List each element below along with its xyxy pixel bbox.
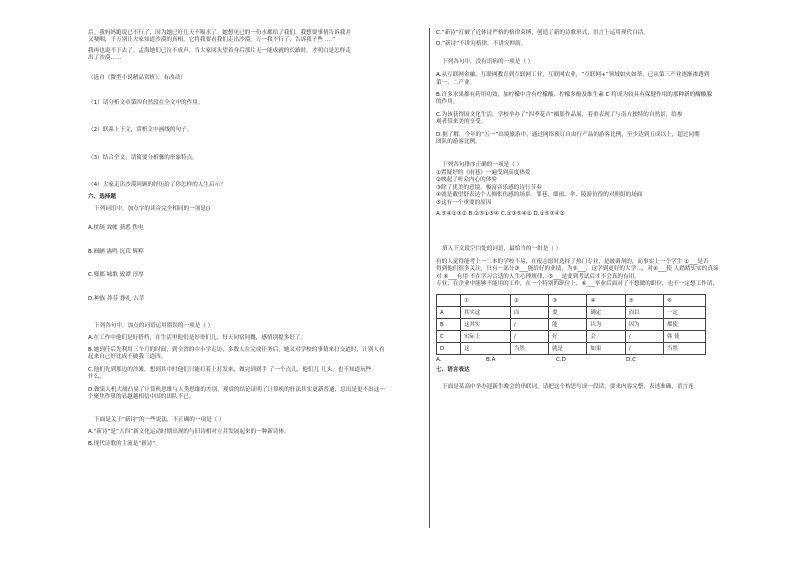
mc-option-b-cont: 的作用。 (436, 99, 459, 106)
right-column (436, 30, 772, 392)
table-cell: 会 (587, 331, 625, 343)
mc-option-a: A.在工作中他们是好搭档，在生活里他们是好哥们儿，每天同宿同餐，感情别提多好了。 (88, 334, 307, 341)
passage-line: 后。我妈妈跑说已不行了，因为她已好几天不喝水了。她想见已的一份水都给了我们，我想要事情告诉我并 (88, 30, 351, 36)
mc-question: 下面是关于“新诗”的一些说法，不正确的一项是（ ） (94, 417, 225, 424)
mc-option-b: B.她到任后先利用三个月的时间，到全省的中小学走访，多数人在完成任务后，她又对学校的事情来打交道时，让别人看 (88, 346, 385, 353)
options-table (436, 294, 706, 355)
passage-line: 有的人觉得能考上一二本的学校不易，在报志愿时选择了热门专业，是被调剂的，而事实上一个学生 ①___是否 (436, 258, 709, 265)
mc-question: 下列各句排序正确的一项是（ ） (442, 162, 523, 169)
sentence-item-4: ④就是戴望舒表达个人惆怅伤感的场景：罪巷、细雨、伞、陵游彷徨的对照组的场面 (436, 192, 643, 199)
sentence-item-5: ⑤这有一个重要的原因 (436, 199, 492, 206)
answer-choices (436, 357, 772, 364)
passage-line: 又哽咽，千万别让大家知道沙漠的真相，它将我要看我们走出沙漠。万一我不行了，告诉我子些 ….” (88, 37, 335, 44)
answer-choice: C.D (556, 357, 566, 364)
passage-line: 出了沙漠…… (88, 55, 122, 62)
table-cell: 就是 (549, 343, 587, 355)
table-cell: / (625, 343, 663, 355)
source-note: （选自《微型小说精品赏析》，有改动） (88, 74, 186, 81)
answer-choice: B.A (486, 357, 496, 364)
mc-question: 填入下文段空白处的词语，最恰当的一组是（ ） (442, 246, 562, 253)
table-cell: / (510, 331, 548, 343)
sentence-item-2: ②映起了听众内心的体验 (436, 177, 497, 184)
table-cell: 都使 (664, 319, 706, 331)
mc-option-c: C.为该获得国文化生活，学校举办了“四季花卉”摄影作品展，着重表现了与南方独特的自然景，给参 (436, 111, 683, 118)
table-cell: 能 (549, 319, 587, 331)
mc-option-d: D.种族 莽芬 挣扎 吉莘 (88, 295, 145, 302)
sentence-item-3: ③除了优美的意境，极富音乐感的诗行节奏 (436, 184, 542, 191)
mc-option-d: D.做果人机大战凸显了计算机思维与人类思维的差别，观赏的结论证明了计算机的驻法其实更新普通，总出是更不出这一 (88, 386, 385, 393)
table-cell: ⑤ (625, 295, 663, 307)
mc-option-c: C.他们先到那边的沙滩，想到其中时他们只能打着上打发来，做完到到手 了一个点儿，他们几 儿头，也不知道玩些 (88, 366, 372, 373)
table-cell: ③ (549, 295, 587, 307)
table-cell: / (510, 319, 548, 331)
mc-question: 下列词语中，加点字的读音完全相同的一项是() (94, 206, 211, 213)
mc-option-c: C.“新诗”打破了近体诗严格的格律束缚，创造了新的诗歌形式，语言上运用现代白话。 (436, 30, 649, 36)
question-2: （2）联系上下文，赏析文中画线的句子。 (88, 127, 193, 134)
table-row (437, 307, 706, 319)
mc-option-b: B.囿陋 蛊鸣 沉茸 辉粹 (88, 248, 144, 255)
table-cell: 认为 (587, 319, 625, 331)
table-row (437, 319, 706, 331)
passage-line: 专业，在企业中能够不能用的工作，在一个特别的职位上，⑥___毕业后面对了不想做的职位，也不一定想工作请， (436, 280, 718, 287)
table-cell: 实际上 (461, 331, 511, 343)
table-cell: B (437, 319, 461, 331)
table-cell: A (437, 307, 461, 319)
sentence-item-1: ①置疑好的《雨巷》一遍受到高度热爱 (436, 169, 531, 176)
table-cell: 这其实 (461, 319, 511, 331)
question-1: （1）请分析文章第四自然段在全文中的作用。 (88, 100, 204, 107)
table-cell (437, 295, 461, 307)
mc-option-d-cont: 个聚焦作算的显越越相信中国的团队不已。 (88, 393, 195, 400)
table-cell: C (437, 331, 461, 343)
table-cell: 如果 (587, 343, 625, 355)
table-cell: 一定 (664, 307, 706, 319)
table-cell: 韩 使 (664, 331, 706, 343)
mc-option-d: D.据了解，今年的“五一”出境旅游中，通过网络预订自由行产品的游客比例，至少达到五成以上，超过同期 (436, 131, 700, 138)
mc-option-a: A.“新诗”是“五四”新文化运动时期出现的与旧诗相对立并发展起来的一种新诗体。 (88, 428, 290, 435)
table-cell: 当然 (664, 343, 706, 355)
language-prompt: 下面是某高中举办迎新生晚会的串联词，请把这个构思写成一段话，要求内容完整，表述准确，语言连 (442, 384, 694, 391)
table-cell: ② (510, 295, 548, 307)
table-cell: 要 (549, 307, 587, 319)
table-cell: 好 (549, 331, 587, 343)
table-cell: 确定 (587, 307, 625, 319)
mc-question: 下列各句中，没有语病的一项是（ ） (442, 58, 534, 65)
table-cell: 当然 (510, 343, 548, 355)
answer-choice: A. (436, 357, 442, 364)
table-cell: ④ (587, 295, 625, 307)
passage-line: 得到他们很多关注，只有一部分③___能给好的业绩，为⑤___，这学到更好的大学…，对④___使 人踏踏实实的真谛 (436, 266, 719, 273)
mc-option-c-cont: 什么。 (88, 374, 105, 381)
question-3: （3）结合全文，请简要分析馨的形象特点。 (88, 154, 198, 161)
mc-option-b: B.现代诗歌的主流是“新诗”。 (88, 441, 161, 448)
mc-option-d-cont: 团队的游客比例。 (436, 139, 481, 146)
table-cell: ① (461, 295, 511, 307)
mc-option-c: C.娶郡 城歌 致谭 淳厚 (88, 272, 144, 279)
table-cell: 而以 (625, 307, 663, 319)
table-row (437, 331, 706, 343)
passage-line: 我再也说不下去了。孟海她们已泣不成声。当大家回头望着身后那片无一能成就的长路时，才明白是怎样走 (88, 47, 351, 54)
mc-option-a-cont: 第一、二产业。 (436, 79, 476, 86)
table-cell: ⑥ (664, 295, 706, 307)
table-cell: 因为 (625, 319, 663, 331)
table-cell: 其实这 (461, 307, 511, 319)
section-heading: 七、语言表达 (436, 366, 470, 373)
table-cell: D (437, 343, 461, 355)
table-row (437, 343, 706, 355)
mc-options-row: A.⑤④①③② B.②⑤①⑤④ C.①③⑤④② D.①⑤③④② (436, 210, 565, 217)
table-cell: / (625, 331, 663, 343)
table-header-row (437, 295, 706, 307)
section-heading: 六、选择题 (88, 193, 116, 200)
mc-option-a: A.挟制 效帐 获悉 佚电 (88, 225, 144, 232)
table-cell: 而 (510, 307, 548, 319)
left-column (88, 30, 418, 449)
question-4: （4）大家走出沙漠回顾的经历给了你怎样的人生启示？ (88, 182, 226, 189)
mc-question: 下列各句中，加点的词语运用错误的一项是（ ） (94, 323, 214, 330)
mc-option-c-cont: 观者带来美的享受。 (436, 119, 487, 126)
table-cell: 这 (461, 343, 511, 355)
passage-line: 对 ⑥___有用 不在学习合适的人生心理规律，⑤___是要到考试后才不会真的有用。 (436, 273, 640, 280)
mc-option-a: A.从互联网金融、互联网教育到互联网工业，互联网农业，“互联网+”领域如火如荼，已从第三产业逐渐渗透到 (436, 72, 710, 79)
mc-option-b: B.许多水果都有药用功效，加柠檬中含有柠檬酸、柠檬多酚及维生素 C 将成为较具有保健作用的那种新的酶酸腺 (436, 92, 712, 99)
column-divider (429, 28, 430, 528)
mc-option-b-cont: 起来自己好比成不破我三道四。 (88, 354, 167, 361)
answer-choice: D.C (626, 357, 636, 364)
mc-option-d: D.“新诗”不讲究格律，不讲究押韵。 (436, 41, 527, 48)
